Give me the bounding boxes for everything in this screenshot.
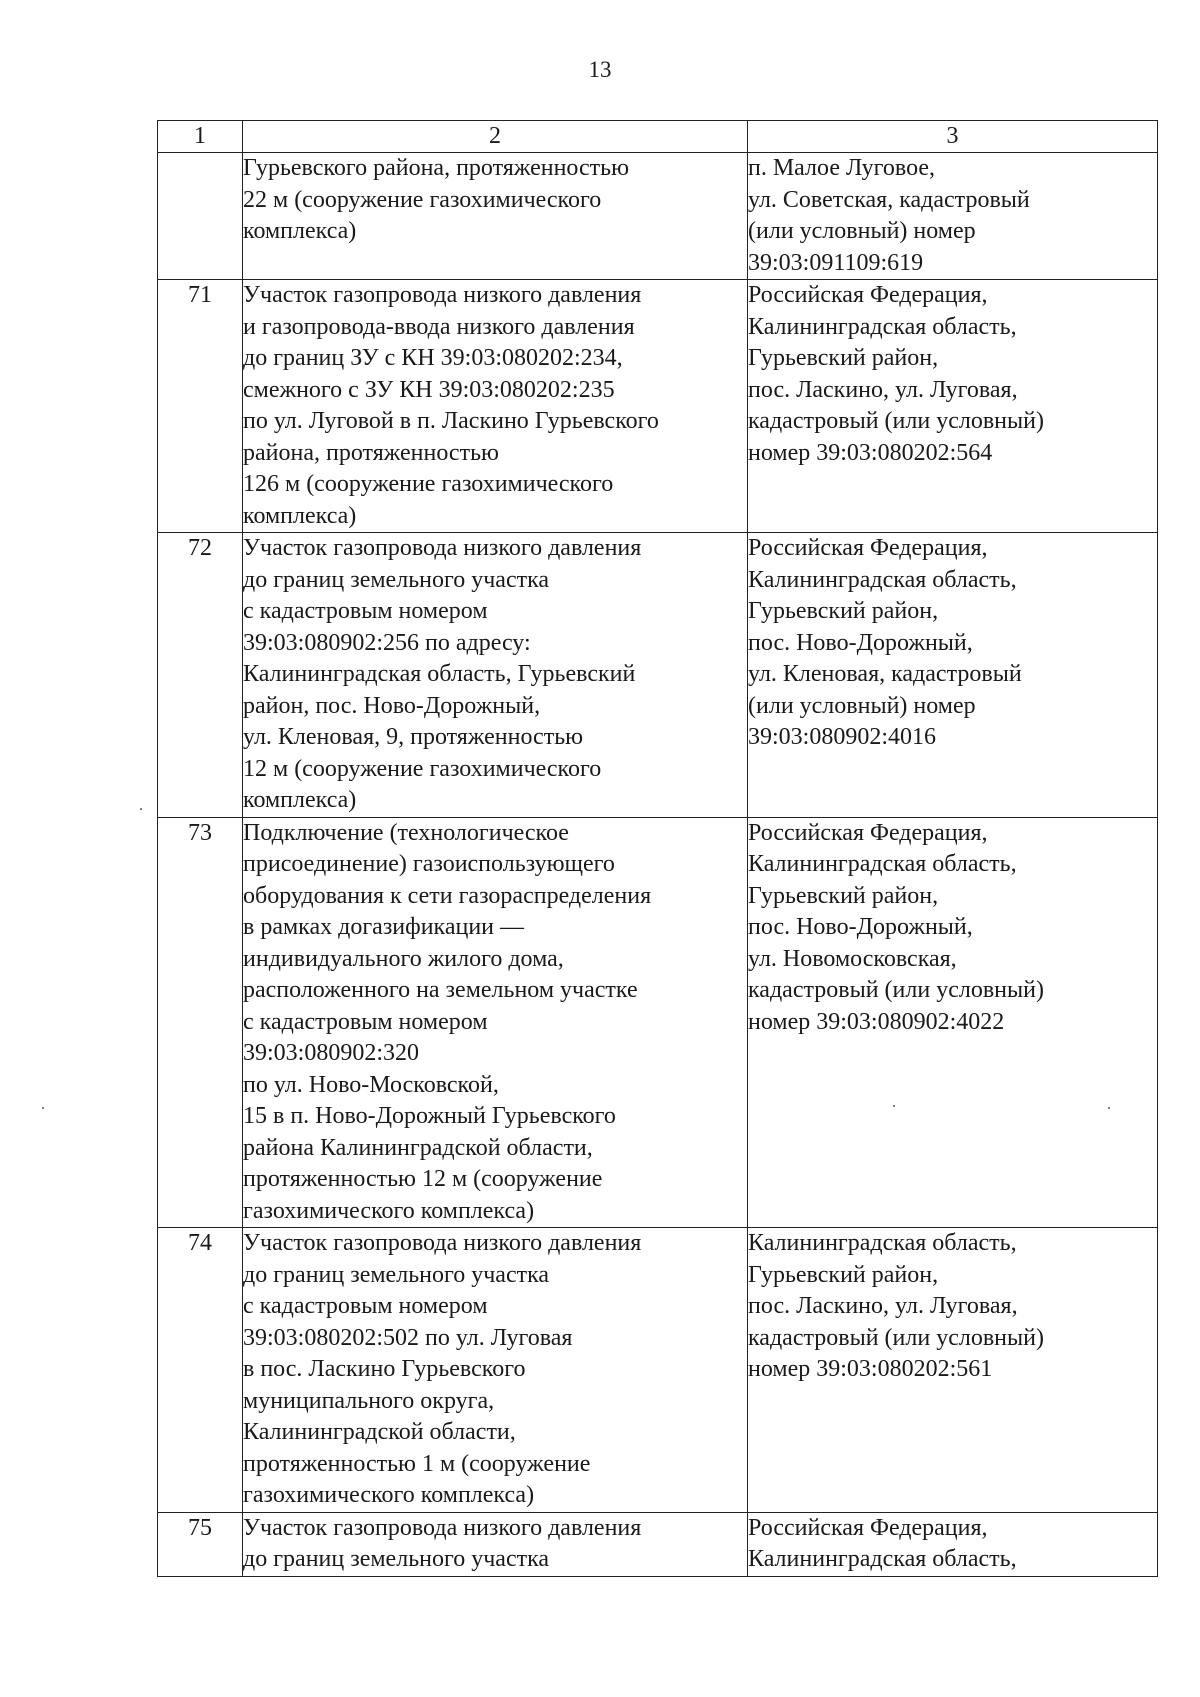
address-line: (или условный) номер bbox=[748, 218, 976, 244]
table-row bbox=[158, 533, 1158, 818]
description-line: в пос. Ласкино Гурьевского bbox=[243, 1356, 526, 1382]
scan-speck bbox=[140, 808, 142, 810]
row-number: 75 bbox=[158, 1512, 243, 1576]
description-line: с кадастровым номером bbox=[243, 1008, 488, 1035]
address-line: Российская Федерация, bbox=[748, 1514, 988, 1541]
description-line: 39:03:080902:256 по адресу: bbox=[243, 629, 531, 656]
address-line: Российская Федерация, bbox=[748, 819, 988, 846]
address-line: п. Малое Луговое, bbox=[748, 155, 936, 181]
description-line: с кадастровым номером bbox=[243, 598, 488, 624]
address-line: пос. Ново-Дорожный, bbox=[748, 629, 973, 656]
description-line: по ул. Ново-Московской, bbox=[243, 1071, 499, 1098]
row-number bbox=[158, 153, 243, 280]
description-line: 15 в п. Ново-Дорожный Гурьевского bbox=[243, 1103, 616, 1129]
scan-speck bbox=[42, 1107, 44, 1109]
address-line: пос. Ново-Дорожный, bbox=[748, 914, 973, 940]
row-number: 71 bbox=[158, 280, 243, 533]
address-line: Гурьевский район, bbox=[748, 598, 939, 624]
table-row bbox=[158, 1228, 1158, 1513]
table-row bbox=[158, 1512, 1158, 1576]
address-line: Гурьевский район, bbox=[748, 345, 939, 371]
scan-speck bbox=[1108, 1107, 1110, 1109]
scan-speck bbox=[893, 1105, 895, 1107]
address-line: номер 39:03:080202:564 bbox=[748, 439, 993, 466]
description-line: Участок газопровода низкого давления bbox=[243, 1230, 642, 1256]
description-line: до границ земельного участка bbox=[243, 566, 550, 593]
address-line: кадастровый (или условный) bbox=[748, 977, 1044, 1003]
description-line: расположенного на земельном участке bbox=[243, 977, 638, 1003]
description-line: 12 м (сооружение газохимического bbox=[243, 755, 602, 782]
object-address bbox=[748, 817, 1158, 1228]
description-line: муниципального округа, bbox=[243, 1387, 495, 1414]
row-number: 73 bbox=[158, 817, 243, 1228]
description-line: Гурьевского района, протяженностью bbox=[243, 155, 630, 181]
description-line: смежного с ЗУ КН 39:03:080202:235 bbox=[243, 376, 615, 403]
address-line: ул. Кленовая, кадастровый bbox=[748, 661, 1022, 687]
description-line: комплекса) bbox=[243, 218, 357, 244]
address-line: Гурьевский район, bbox=[748, 882, 939, 909]
address-line: номер 39:03:080902:4022 bbox=[748, 1008, 1005, 1035]
description-line: 22 м (сооружение газохимического bbox=[243, 186, 602, 213]
description-line: по ул. Луговой в п. Ласкино Гурьевского bbox=[243, 408, 659, 434]
description-line: протяженностью 1 м (сооружение bbox=[243, 1450, 591, 1477]
object-description bbox=[243, 1228, 748, 1513]
table-header bbox=[158, 121, 1158, 153]
address-line: Российская Федерация, bbox=[748, 535, 988, 561]
description-line: индивидуального жилого дома, bbox=[243, 945, 564, 972]
table-row bbox=[158, 153, 1158, 280]
address-line: 39:03:080902:4016 bbox=[748, 724, 937, 750]
description-line: с кадастровым номером bbox=[243, 1293, 488, 1319]
description-line: и газопровода-ввода низкого давления bbox=[243, 313, 635, 340]
object-address bbox=[748, 153, 1158, 280]
description-line: ул. Кленовая, 9, протяженностью bbox=[243, 724, 584, 750]
description-line: Участок газопровода низкого давления bbox=[243, 282, 642, 308]
column-header-address: 3 bbox=[748, 121, 1158, 153]
column-header-number: 1 bbox=[158, 121, 243, 153]
object-description bbox=[243, 1512, 748, 1576]
address-line: Калининградская область, bbox=[748, 313, 1017, 340]
row-number: 72 bbox=[158, 533, 243, 818]
table-body bbox=[158, 153, 1158, 1577]
description-line: района, протяженностью bbox=[243, 439, 499, 466]
description-line: 39:03:080902:320 bbox=[243, 1040, 420, 1066]
object-description bbox=[243, 153, 748, 280]
description-line: район, пос. Ново-Дорожный, bbox=[243, 692, 541, 719]
description-line: в рамках догазификации — bbox=[243, 914, 525, 940]
description-line: до границ земельного участка bbox=[243, 1261, 550, 1288]
table-row bbox=[158, 280, 1158, 533]
description-line: Калининградской области, bbox=[243, 1419, 516, 1445]
address-line: (или условный) номер bbox=[748, 692, 976, 719]
description-line: до границ земельного участка bbox=[243, 1546, 550, 1572]
column-header-description: 2 bbox=[243, 121, 748, 153]
description-line: Калининградская область, Гурьевский bbox=[243, 661, 636, 687]
page-number: 13 bbox=[588, 57, 612, 82]
object-description bbox=[243, 533, 748, 818]
address-line: пос. Ласкино, ул. Луговая, bbox=[748, 1293, 1018, 1319]
description-line: 126 м (сооружение газохимического bbox=[243, 471, 614, 497]
row-number: 74 bbox=[158, 1228, 243, 1513]
address-line: пос. Ласкино, ул. Луговая, bbox=[748, 376, 1018, 403]
description-line: газохимического комплекса) bbox=[243, 1482, 535, 1508]
address-line: номер 39:03:080202:561 bbox=[748, 1356, 993, 1382]
description-line: до границ ЗУ с КН 39:03:080202:234, bbox=[243, 345, 623, 371]
object-address bbox=[748, 1512, 1158, 1576]
description-line: газохимического комплекса) bbox=[243, 1197, 535, 1224]
description-line: присоединение) газоиспользующего bbox=[243, 851, 615, 877]
address-line: Калининградская область, bbox=[748, 1546, 1017, 1572]
address-line: Калининградская область, bbox=[748, 1230, 1017, 1256]
address-line: Российская Федерация, bbox=[748, 282, 988, 308]
description-line: Участок газопровода низкого давления bbox=[243, 1514, 642, 1541]
address-line: кадастровый (или условный) bbox=[748, 1324, 1044, 1351]
address-line: Калининградская область, bbox=[748, 851, 1017, 877]
description-line: протяженностью 12 м (сооружение bbox=[243, 1166, 603, 1192]
address-line: ул. Советская, кадастровый bbox=[748, 186, 1030, 213]
description-line: комплекса) bbox=[243, 787, 357, 813]
address-line: ул. Новомосковская, bbox=[748, 945, 957, 972]
address-line: 39:03:091109:619 bbox=[748, 249, 924, 276]
table-row bbox=[158, 817, 1158, 1228]
description-line: района Калининградской области, bbox=[243, 1134, 593, 1161]
header-row bbox=[158, 121, 1158, 153]
description-line: Участок газопровода низкого давления bbox=[243, 535, 642, 561]
description-line: 39:03:080202:502 по ул. Луговая bbox=[243, 1324, 573, 1351]
address-line: Калининградская область, bbox=[748, 566, 1017, 593]
registry-table bbox=[157, 120, 1158, 1577]
description-line: Подключение (технологическое bbox=[243, 819, 569, 846]
description-line: комплекса) bbox=[243, 502, 357, 529]
description-line: оборудования к сети газораспределения bbox=[243, 882, 652, 909]
address-line: кадастровый (или условный) bbox=[748, 408, 1044, 434]
object-address bbox=[748, 1228, 1158, 1513]
object-description bbox=[243, 817, 748, 1228]
object-description bbox=[243, 280, 748, 533]
object-address bbox=[748, 533, 1158, 818]
address-line: Гурьевский район, bbox=[748, 1261, 939, 1288]
object-address bbox=[748, 280, 1158, 533]
